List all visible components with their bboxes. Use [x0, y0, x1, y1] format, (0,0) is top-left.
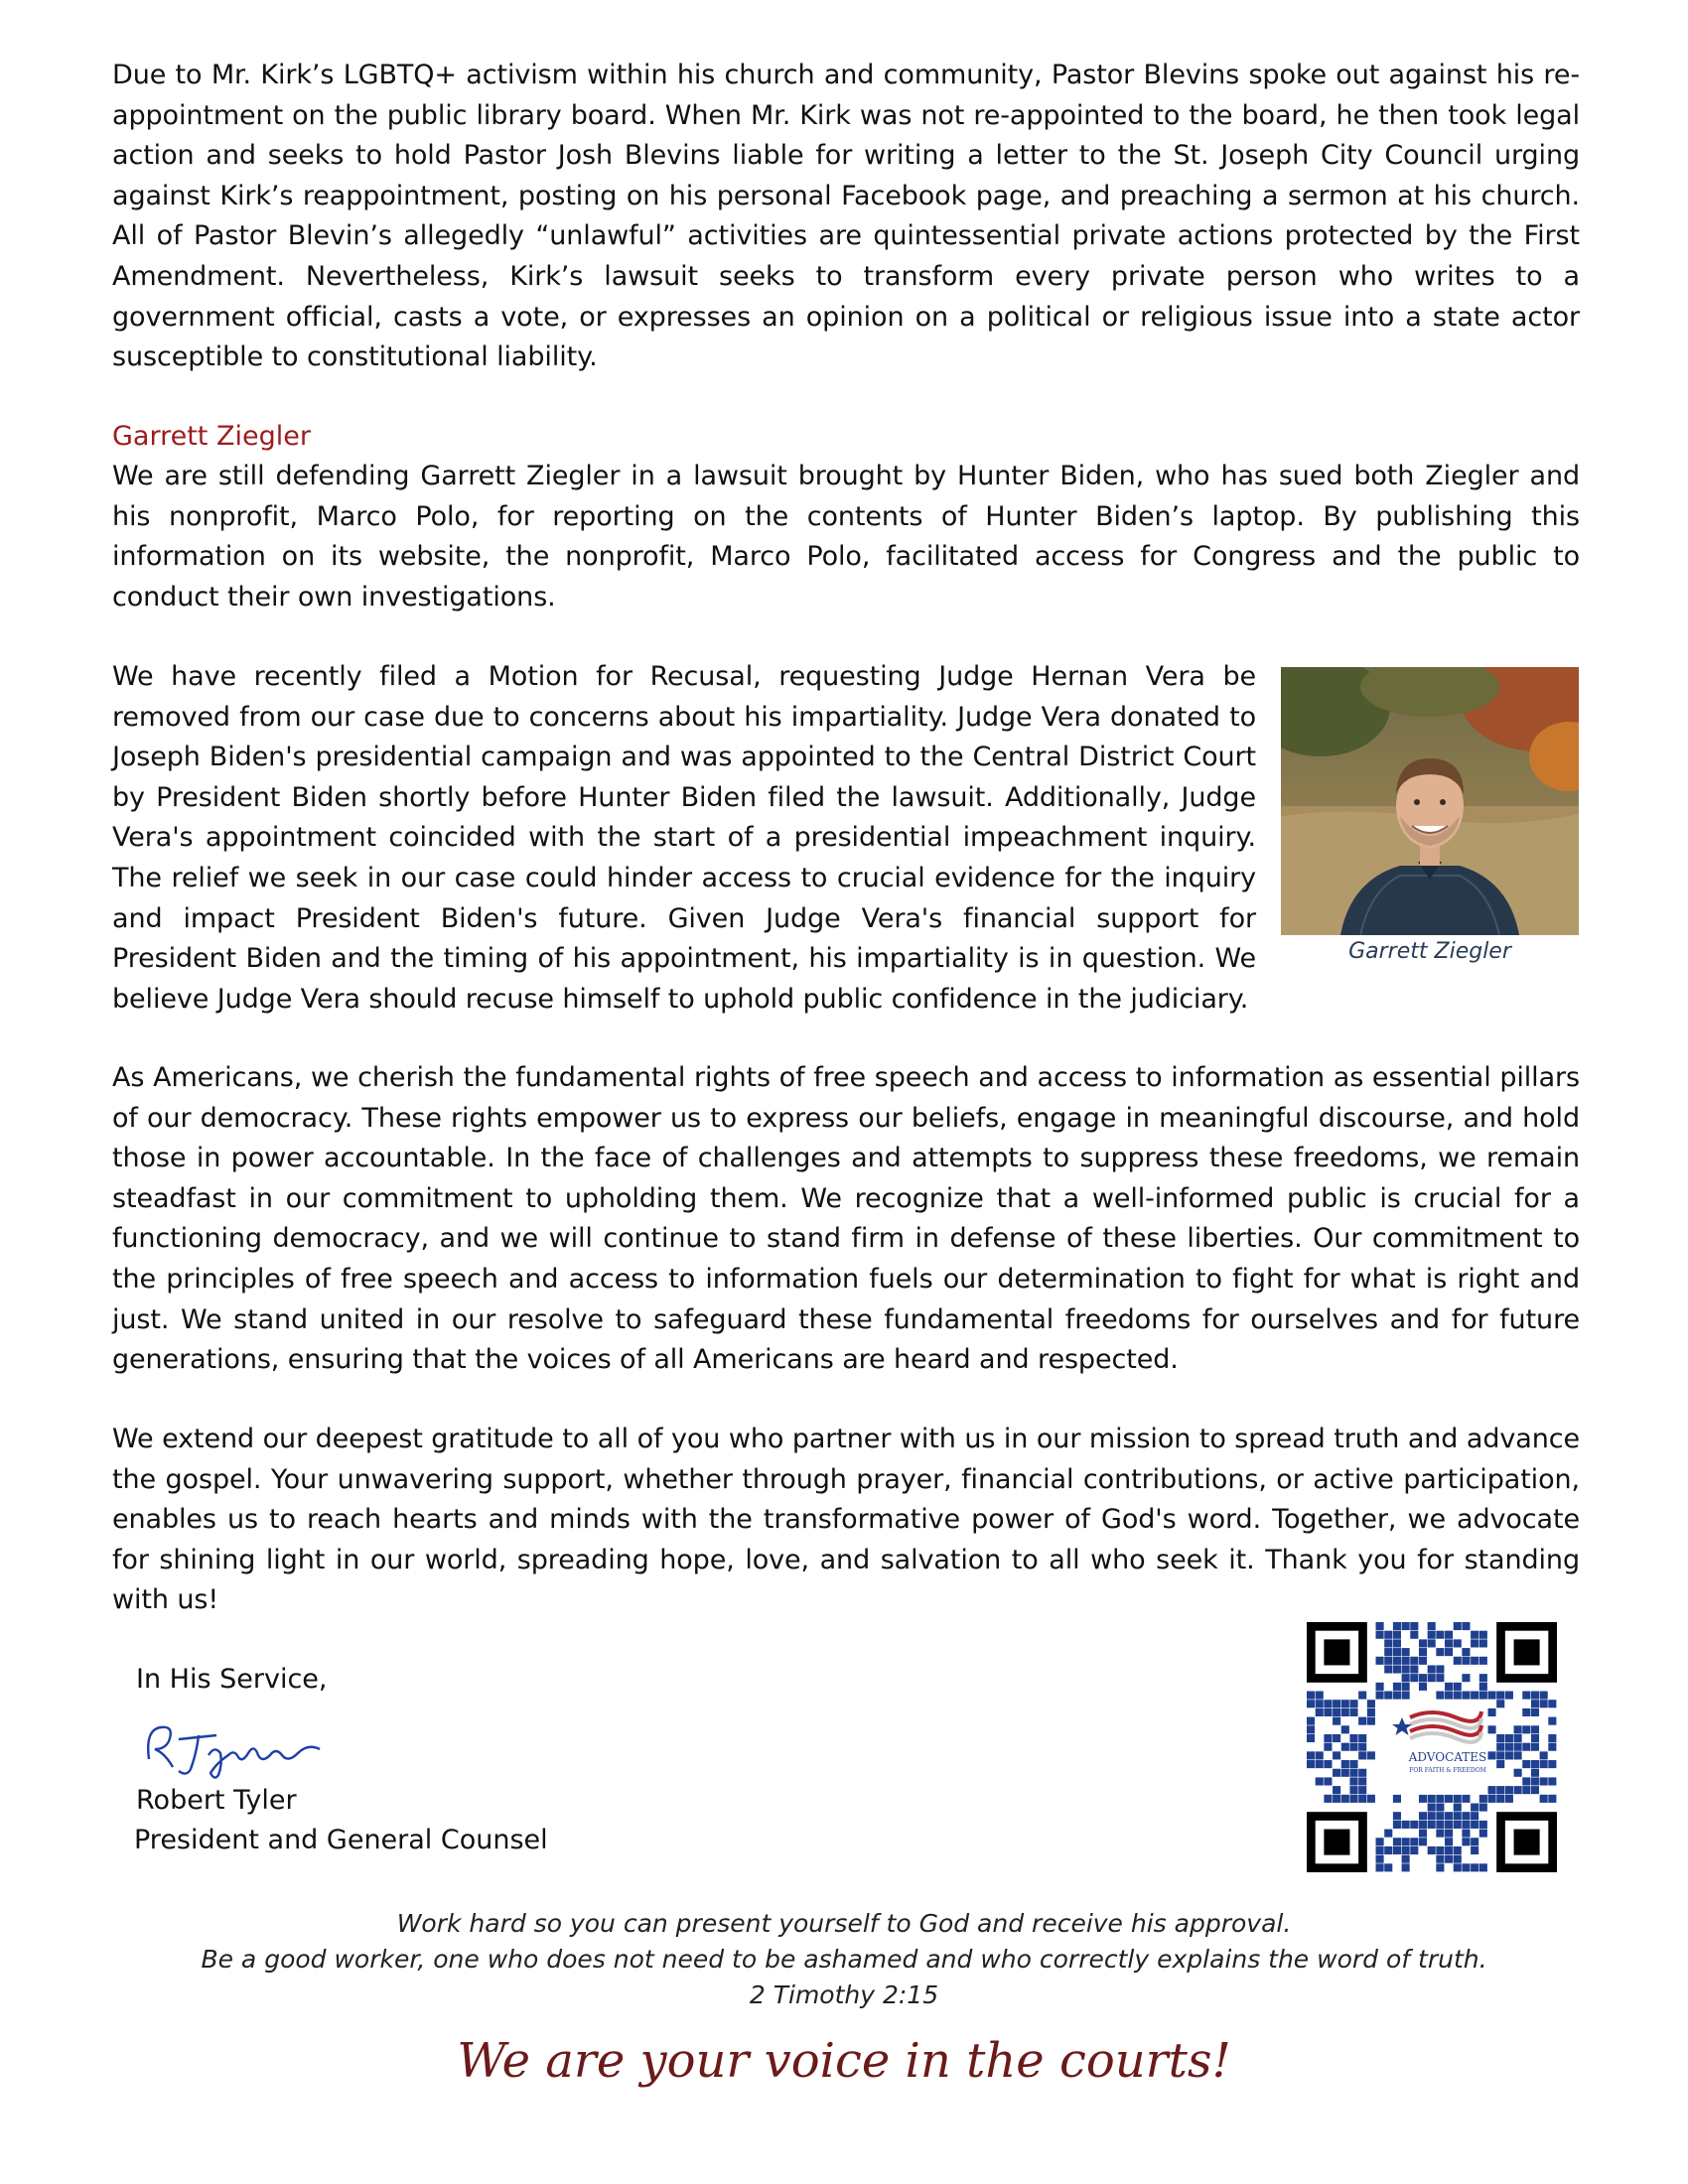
- recusal-block: [112, 657, 1256, 1020]
- americans-block: [112, 1058, 1580, 1381]
- americans-paragraph: As Americans, we cherish the fundamental rights of free speech and access to information as essential pillars of our democracy. These rights empower us to express our beliefs, engage in meaningful discourse, and hold those in power accountable. In the face of challenges and attempts to suppress these freedoms, we remain steadfast in our commitment to upholding them. We recognize that a well-informed public is crucial for a functioning democracy, and we will continue to stand firm in defense of these liberties. Our commitment to the principles of free speech and access to information fuels our determination to fight for what is right and just. We stand united in our resolve to safeguard these fundamental freedoms for ourselves and for future generations, ensuring that the voices of all Americans are heard and respected.: [112, 1062, 1580, 1376]
- verse-reference: 2 Timothy 2:15: [749, 1980, 939, 2009]
- kirk-paragraph: Due to Mr. Kirk’s LGBTQ+ activism within his church and community, Pastor Blevins spoke out against his re-appointment on the public library board. When Mr. Kirk was not re-appointed to the board, he then took legal action and seeks to hold Pastor Josh Blevins liable for writing a letter to the St. Joseph City Council urging against Kirk’s reappointment, posting on his personal Facebook page, and preaching a sermon at his church. All of Pastor Blevin’s allegedly “unlawful” activities are quintessential private actions protected by the First Amendment. Nevertheless, Kirk’s lawsuit seeks to transform every private person who writes to a government official, casts a vote, or expresses an opinion on a political or religious issue into a state actor susceptible to constitutional liability.: [112, 60, 1580, 373]
- qr-logo-subtitle: FOR FAITH & FREEDOM: [1409, 1767, 1486, 1774]
- photo-caption: Garrett Ziegler: [1348, 939, 1511, 964]
- signer-name: Robert Tyler: [136, 1785, 297, 1816]
- verse-line-1: Work hard so you can present yourself to God and receive his approval.: [396, 1909, 1292, 1938]
- ziegler-heading: Garrett Ziegler: [112, 421, 311, 452]
- signature: [139, 1709, 328, 1781]
- signer-title: President and General Counsel: [134, 1825, 548, 1855]
- verse-line-2: Be a good worker, one who does not need to be ashamed and who correctly explains the word of truth.: [201, 1945, 1487, 1974]
- gratitude-block: [112, 1420, 1580, 1621]
- closing-salutation: In His Service,: [136, 1664, 328, 1695]
- qr-logo-title: ADVOCATES: [1408, 1750, 1487, 1764]
- gratitude-paragraph: We extend our deepest gratitude to all of you who partner with us in our mission to spread truth and advance the gospel. Your unwavering support, whether through prayer, financial contributions, or active participation, enables us to reach hearts and minds with the transformative power of God's word. Together, we advocate for shining light in our world, spreading hope, love, and salvation to all who seek it. Thank you for standing with us!: [112, 1424, 1580, 1616]
- ziegler-intro-paragraph: We are still defending Garrett Ziegler in a lawsuit brought by Hunter Biden, who has sued both Ziegler and his nonprofit, Marco Polo, for reporting on the contents of Hunter Biden’s laptop. By publishing this information on its website, the nonprofit, Marco Polo, facilitated access for Congress and the public to conduct their own investigations.: [112, 461, 1580, 613]
- ziegler-intro-block: [112, 457, 1580, 617]
- recusal-paragraph: We have recently filed a Motion for Recusal, requesting Judge Hernan Vera be removed from our case due to concerns about his impartiality. Judge Vera donated to Joseph Biden's presidential campaign and was appointed to the Central District Court by President Biden shortly before Hunter Biden filed the lawsuit. Additionally, Judge Vera's appointment coincided with the start of a presidential impeachment inquiry. The relief we seek in our case could hinder access to crucial evidence for the inquiry and impact President Biden's future. Given Judge Vera's financial support for President Biden and the timing of his appointment, his impartiality is in question. We believe Judge Vera should recuse himself to uphold public confidence in the judiciary.: [112, 661, 1256, 1015]
- tagline: We are your voice in the courts!: [457, 2033, 1231, 2089]
- ziegler-photo: [1281, 667, 1579, 935]
- kirk-paragraph-block: [112, 56, 1580, 378]
- qr-code[interactable]: [1307, 1622, 1557, 1872]
